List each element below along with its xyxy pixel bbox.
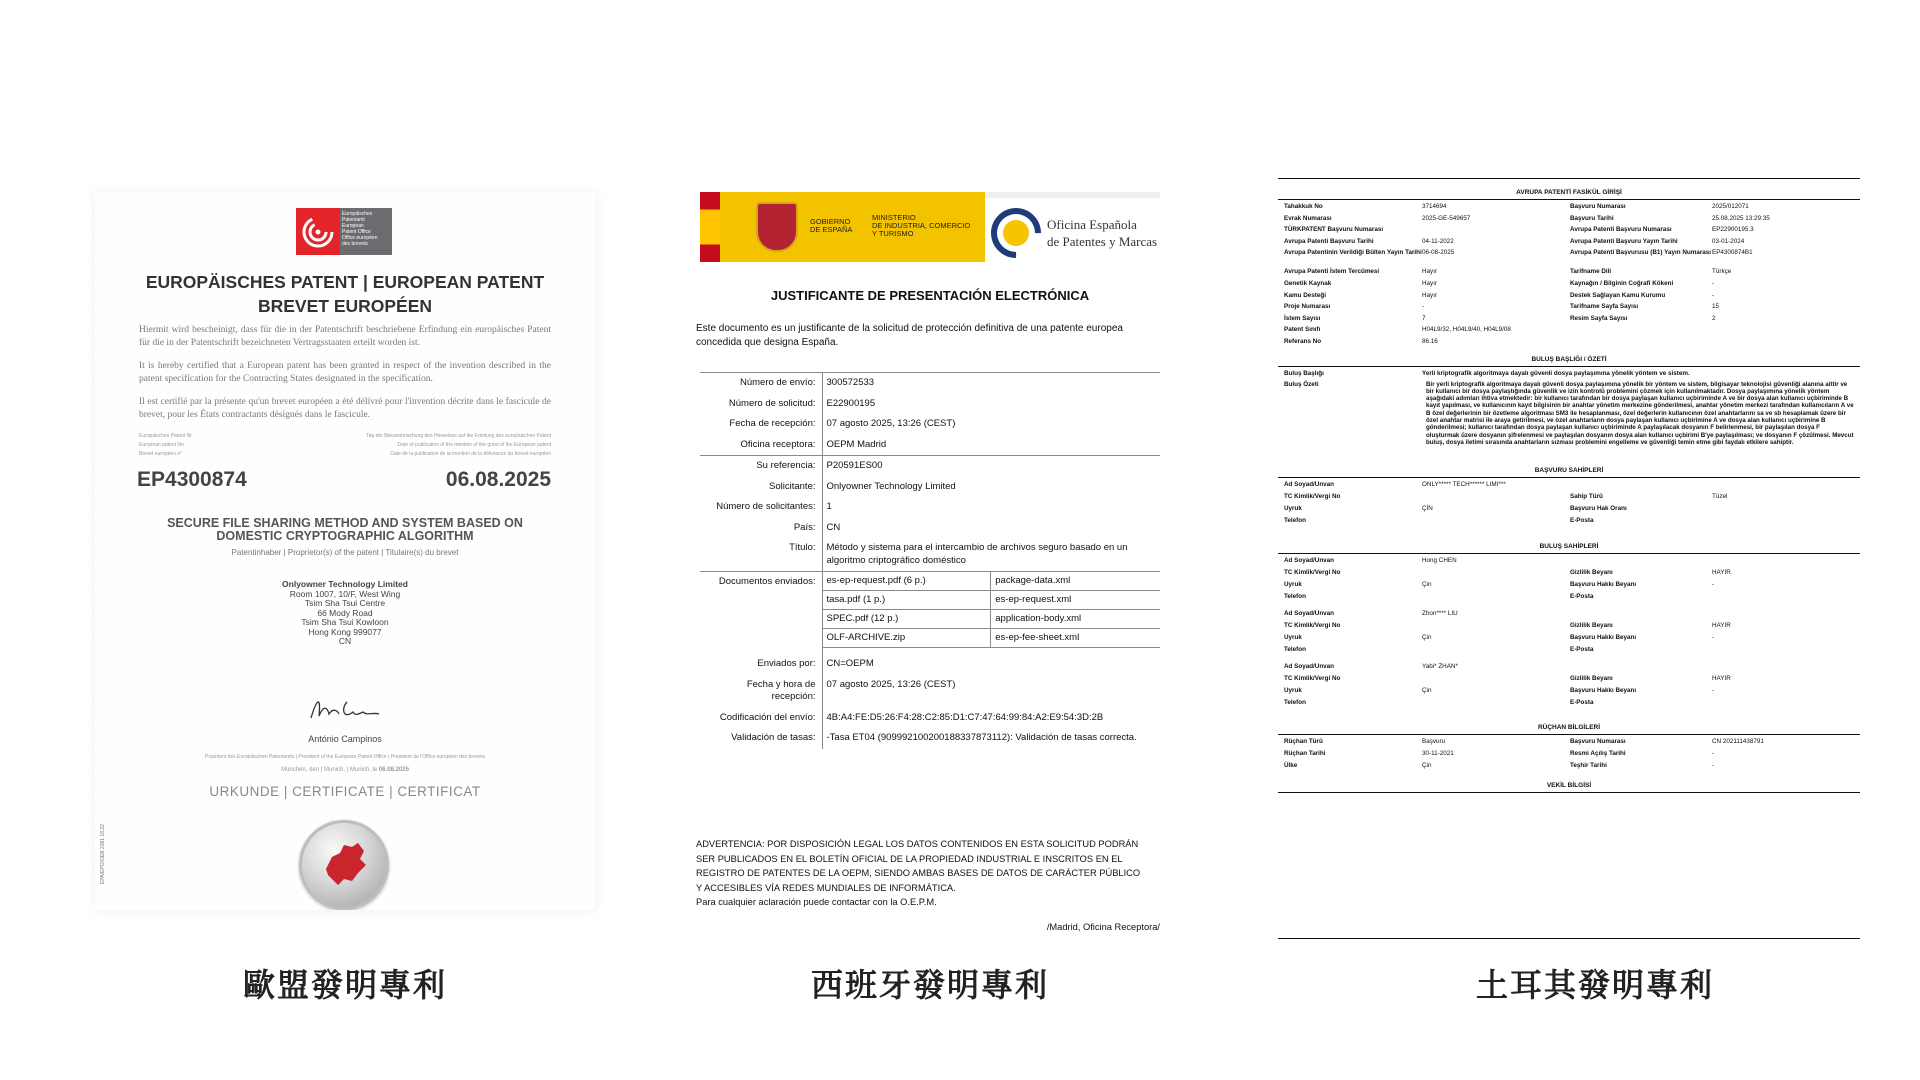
president-label: Präsident des Europäischen Patentamts | President of the European Patent Office | Président de l'Office européen des brevets xyxy=(205,754,485,760)
caption-es: 西班牙發明專利 xyxy=(810,966,1049,1004)
place-date xyxy=(95,767,595,773)
field-value: Onlyowner Technology Limited xyxy=(826,480,956,492)
epo-logo-line: European xyxy=(342,223,364,229)
form-row xyxy=(1278,592,1860,602)
form-row xyxy=(1278,662,1860,672)
field-label: Avrupa Patenti Başvuru Tarihi xyxy=(1284,237,1374,245)
epo-logo xyxy=(296,208,392,255)
ministry-line: MINISTERIO xyxy=(872,213,916,222)
es-data-table xyxy=(700,372,1160,749)
oepm-name xyxy=(1047,216,1157,250)
field-value: - xyxy=(1712,633,1715,641)
field-label: Kamu Desteği xyxy=(1284,291,1326,299)
field-label: Teşhir Tarihi xyxy=(1570,761,1607,769)
field-label: Enviados por: xyxy=(700,648,822,675)
field-value xyxy=(1712,516,1860,526)
document-item: tasa.pdf (1 p.) xyxy=(823,591,992,610)
es-intro: Este documento es un justificante de la solicitud de protección definitiva de una patente europea concedida que designa España. xyxy=(696,323,1123,348)
patent-title-line: SECURE FILE SHARING METHOD AND SYSTEM BASED ON xyxy=(167,516,523,530)
field-label: Número de solicitantes: xyxy=(700,497,822,518)
field-value: - xyxy=(1422,303,1425,311)
field-value: CN=OEPM xyxy=(826,658,874,669)
gov-line: DE ESPAÑA xyxy=(810,225,853,234)
field-value: ÇİN xyxy=(1422,504,1433,512)
field-value xyxy=(1712,504,1860,514)
field-value: Yerli kriptografik algoritmaya dayalı güvenli dosya paylaşımına yönelik yöntem ve sistem. xyxy=(1422,369,1690,377)
patent-number: EP4300874 xyxy=(137,468,247,491)
document-item: SPEC.pdf (12 p.) xyxy=(823,610,992,629)
field-value: - xyxy=(1712,280,1715,287)
field-label: TÜRKPATENT Başvuru Numarası xyxy=(1284,226,1384,234)
field-label: Gizlilik Beyanı xyxy=(1570,621,1613,629)
table-row xyxy=(700,435,1160,456)
ministry-line: Y TURISMO xyxy=(872,229,914,238)
form-row xyxy=(1278,516,1860,526)
field-label: Número de solicitud: xyxy=(700,394,822,415)
field-label: Tahakkuk No xyxy=(1284,203,1323,210)
epo-logo-text xyxy=(340,208,392,255)
field-label: Avrupa Patenti İstem Tercümesi xyxy=(1284,268,1380,276)
field-label: Ad Soyad/Unvan xyxy=(1284,662,1335,670)
field-label: Başvuru Hak Oranı xyxy=(1570,504,1627,512)
field-label: Ülke xyxy=(1284,761,1298,769)
form-row xyxy=(1278,568,1860,578)
field-value: 2 xyxy=(1712,314,1716,322)
field-value: CN 202111438791 xyxy=(1712,737,1764,745)
eu-title-line: BREVET EUROPÉEN xyxy=(257,296,433,316)
field-label: E-Posta xyxy=(1570,516,1594,524)
field-value xyxy=(1422,568,1570,578)
label-line: Date of publication of the mention of the grant of the European patent xyxy=(397,442,551,448)
table-row xyxy=(700,648,1160,675)
place-label: München, den | Munich, | Munich, le xyxy=(281,767,378,773)
form-row xyxy=(1278,749,1860,759)
form-row xyxy=(1278,633,1860,643)
form-row xyxy=(1278,492,1860,502)
field-label: País: xyxy=(700,518,822,539)
eu-patent-certificate xyxy=(95,192,595,910)
form-row xyxy=(1278,698,1860,708)
es-heading: JUSTIFICANTE DE PRESENTACIÓN ELECTRÓNICA xyxy=(770,288,1090,303)
form-row xyxy=(1278,686,1860,696)
gobierno-logo xyxy=(720,192,985,262)
field-value: Hayır xyxy=(1422,268,1438,276)
field-value xyxy=(1712,645,1860,655)
field-value: 2025/012071 xyxy=(1712,203,1749,210)
es-footer: /Madrid, Oficina Receptora/ xyxy=(1046,922,1160,932)
field-label: Genetik Kaynak xyxy=(1284,280,1332,287)
document-item: package-data.xml xyxy=(991,572,1160,591)
field-value: 15 xyxy=(1712,303,1720,311)
field-value: OEPM Madrid xyxy=(826,438,887,450)
contact-text: Para cualquier aclaración puede contactar con la O.E.P.M. xyxy=(696,897,937,907)
field-label: Avrupa Patenti Başvurusu (B1) Yayın Numarası xyxy=(1570,249,1712,257)
field-value: 30-11-2021 xyxy=(1422,749,1454,757)
form-row xyxy=(1278,214,1860,224)
address-line: 66 Mody Road xyxy=(317,607,373,618)
field-value xyxy=(1422,621,1570,631)
field-label: Tarifname Sayfa Sayısı xyxy=(1570,303,1639,311)
form-row xyxy=(1278,609,1860,619)
field-label: Avrupa Patenti Başvuru Numarası xyxy=(1570,226,1672,234)
field-label xyxy=(1570,662,1712,672)
form-row xyxy=(1278,248,1860,258)
form-row xyxy=(1278,337,1860,347)
field-value: H04L9/32, H04L9/40, H04L9/08 xyxy=(1422,326,1511,334)
field-value: HAYIR xyxy=(1712,674,1731,682)
es-warning xyxy=(696,837,1146,910)
signature xyxy=(307,692,387,728)
field-label: Telefon xyxy=(1284,645,1306,653)
field-label: Fecha de recepción: xyxy=(700,414,822,435)
field-value: 4B:A4:FE:D5:26:F4:28:C2:85:D1:C7:47:64:99:84:A2:E9:54:3D:2B xyxy=(826,711,1104,723)
field-value: ONLY***** TECH****** LIMI*** xyxy=(1422,480,1506,488)
field-value xyxy=(1712,592,1860,602)
form-row xyxy=(1278,202,1860,212)
field-label: Codificación del envío: xyxy=(700,708,822,729)
form-row xyxy=(1278,237,1860,247)
field-value: Türkçe xyxy=(1712,268,1732,276)
field-label: Ad Soyad/Unvan xyxy=(1284,480,1335,488)
field-label: Başvuru Hakkı Beyanı xyxy=(1570,686,1637,694)
field-value xyxy=(1712,556,1860,566)
field-value: HAYIR xyxy=(1712,621,1731,629)
field-value xyxy=(1712,609,1860,619)
label-line: Tag der Bekanntmachung des Hinweises auf die Erteilung des europäischen Patent xyxy=(366,433,551,439)
form-row xyxy=(1278,369,1860,379)
eu-title-line: EUROPÄISCHES PATENT | EUROPEAN PATENT xyxy=(145,272,545,292)
field-label: TC Kimlik/Vergi No xyxy=(1284,674,1341,682)
field-label: E-Posta xyxy=(1570,592,1594,600)
field-value: 06-08-2025 xyxy=(1422,249,1455,257)
field-value: E22900195 xyxy=(826,397,876,409)
field-value: -Tasa ET04 (909992100200188337873112): Validación de tasas correcta. xyxy=(826,732,1137,743)
field-label: Título: xyxy=(700,538,822,572)
eu-text-fr: Il est certifié par la présente qu'un brevet européen a été délivré pour l'invention décrite dans le fascicule de brevet, pour les États contractants désignés dans le fascicule. xyxy=(139,397,551,420)
gov-line: GOBIERNO xyxy=(810,217,851,226)
europe-map-icon xyxy=(302,823,386,907)
section-header: VEKİL BİLGİSİ xyxy=(1278,781,1860,793)
field-label: Başvuru Numarası xyxy=(1570,203,1626,210)
section-header: AVRUPA PATENTİ FASİKÜL GİRİŞİ xyxy=(1278,188,1860,200)
field-value: - xyxy=(1712,686,1715,694)
field-value xyxy=(1422,592,1570,602)
field-label: E-Posta xyxy=(1570,645,1594,653)
field-value: Tüzel xyxy=(1712,492,1728,500)
field-label: Solicitante: xyxy=(700,477,822,498)
section-header: BULUŞ SAHİPLERİ xyxy=(1278,542,1860,554)
eu-title xyxy=(95,270,595,318)
proprietor-label: Patentinhaber | Proprietor(s) of the patent | Titulaire(s) du brevet xyxy=(231,548,459,557)
field-label: TC Kimlik/Vergi No xyxy=(1284,621,1341,629)
field-label: Başvuru Numarası xyxy=(1570,737,1626,745)
epo-logo-line: Patent Office xyxy=(342,229,371,235)
field-label: Documentos enviados: xyxy=(700,572,822,649)
ministry-label xyxy=(872,214,970,238)
field-label: Başvuru Hakkı Beyanı xyxy=(1570,633,1637,641)
field-value: 7 xyxy=(1422,314,1426,322)
field-value: Çin xyxy=(1422,580,1432,588)
field-value: EP22900195.3 xyxy=(1712,226,1754,234)
table-row xyxy=(700,675,1160,708)
field-value: 04-11-2022 xyxy=(1422,237,1454,245)
caption-tr: 土耳其發明專利 xyxy=(1475,966,1714,1004)
form-row xyxy=(1278,302,1860,312)
field-label: TC Kimlik/Vergi No xyxy=(1284,568,1341,576)
section-header: BAŞVURU SAHİPLERİ xyxy=(1278,466,1860,478)
eu-flag-icon xyxy=(700,192,720,262)
form-row xyxy=(1278,314,1860,324)
field-value xyxy=(1712,337,1860,347)
place-date-value: 06.08.2025 xyxy=(378,767,409,773)
field-label: Başvuru Tarihi xyxy=(1570,214,1614,222)
epo-logo-line: Office européen xyxy=(342,235,378,241)
oepm-logo xyxy=(985,192,1160,262)
field-label xyxy=(1570,556,1712,566)
form-row xyxy=(1278,761,1860,771)
field-value: 300572533 xyxy=(822,373,1160,394)
gov-label xyxy=(810,218,852,234)
label-line: European patent No xyxy=(139,442,184,448)
proprietor-address xyxy=(95,580,595,647)
field-value: EP4300874B1 xyxy=(1712,249,1753,257)
field-value: Hong CHEN xyxy=(1422,556,1457,564)
field-value: Hayır xyxy=(1422,291,1438,299)
form-row xyxy=(1278,737,1860,747)
epo-logo-line: des brevets xyxy=(342,241,368,247)
eu-text-en: It is hereby certified that a European patent has been granted in respect of the invention described in the patent specification for the Contracting States designated in the specification. xyxy=(139,361,551,384)
field-label: Avrupa Patentinin Verildiği Bülten Yayın Tarihi xyxy=(1284,249,1422,257)
field-value: 07 agosto 2025, 13:26 (CEST) xyxy=(826,418,956,429)
form-row xyxy=(1278,225,1860,235)
field-label: Referans No xyxy=(1284,338,1322,345)
field-value xyxy=(1712,698,1860,708)
field-value: Çin xyxy=(1422,686,1432,694)
table-row xyxy=(700,414,1160,435)
field-label: Ad Soyad/Unvan xyxy=(1284,556,1335,564)
field-label: Resmi Açılış Tarihi xyxy=(1570,749,1626,757)
epo-rings-icon xyxy=(296,208,340,255)
field-value: 03-01-2024 xyxy=(1712,237,1745,245)
field-label: Uyruk xyxy=(1284,504,1302,512)
field-label: Sahip Türü xyxy=(1570,492,1603,500)
field-label: Número de envío: xyxy=(700,373,822,394)
field-label: Rüçhan Tarihi xyxy=(1284,749,1326,757)
field-value xyxy=(1712,662,1860,672)
form-row xyxy=(1278,267,1860,277)
oepm-line: de Patentes y Marcas xyxy=(1047,234,1158,249)
table-row xyxy=(700,728,1160,749)
field-value: Başvuru xyxy=(1422,737,1446,745)
field-value xyxy=(1422,645,1570,655)
field-value: 1 xyxy=(826,501,832,512)
form-row xyxy=(1278,291,1860,301)
table-row xyxy=(700,373,1160,394)
caption-eu: 歐盟發明專利 xyxy=(242,966,447,1004)
document-item: es-ep-request.pdf (6 p.) xyxy=(823,572,992,591)
field-value xyxy=(1712,325,1860,335)
section-header: RÜÇHAN BİLGİLERİ xyxy=(1278,723,1860,735)
field-value: Hayır xyxy=(1422,280,1438,287)
field-label: Evrak Numarası xyxy=(1284,214,1332,222)
eu-seal xyxy=(299,820,389,910)
field-label: Buluş Başlığı xyxy=(1284,369,1324,377)
epo-logo-line: Patentamt xyxy=(342,217,365,223)
field-label xyxy=(1570,337,1712,347)
divider xyxy=(1278,178,1860,179)
field-label: Ad Soyad/Unvan xyxy=(1284,609,1335,617)
epo-logo-line: Europäisches xyxy=(342,211,373,217)
documents-list xyxy=(822,572,1160,649)
address-line: CN xyxy=(338,636,352,646)
field-value xyxy=(1422,674,1570,684)
field-value xyxy=(1712,480,1860,490)
abstract-text: Bir yerli kriptografik algoritmaya dayalı güvenli dosya paylaşımına yönelik bir yöntem ve sistem, bilgisayar teknolojisi güvenliği alanına aittir ve bir kullanıcı bir dosya paylaştığında güvenlik ve izin kontrolü problemini çözmek için kullanılmaktadır. Dosya paylaşımına yönelik yöntem aşağıdaki adımları ihtiva etmektedir: bir kullanıcı tarafından bir dosya paylaşan kullanıcı uçbiriminde A ve bir dosya alan kullanıcı uçbiriminde B kayıt yapılması, ve kullanıcının kayıt bilgisinin bir anahtar yönetim merkezine gönderilmesi, anahtar yönetim merkezi tarafından kullanıcıların A ve B özel değerlerinin bir özetleme algoritması SM3 ile hesaplanması, özel değerlerin kullanıcının özel anahtarlarını sa ve sb hesaplamak üzere bir özel anahtar matrisi ile araya getirilmesi, ve özel anahtarların dosya paylaşan kullanıcı uçbirimine A ve dosya alan kullanıcı uçbirimine B gönderilmesi; kullanıcı tarafından dosya paylaşan kullanıcı uçbiriminde A paylaşılacak dosyanın F belirlenmesi, bir paylaşılan dosya F oluşturmak üzere dosyanın şifrelenmesi ve paylaşılan dosyanın dosya alan kullanıcı uçbirimi B'ye paylaşılması; ve dosyanın F çözülmesi. Mevcut buluş, dosya iletimi sırasında anahtarların sızması problemini engelleme ve güvenliği temin etme gibi faydalı etkilere sahiptir. xyxy=(1426,380,1854,446)
field-value: Zhon**** LIU xyxy=(1422,609,1458,617)
form-row xyxy=(1278,621,1860,631)
address-line: Hong Kong 999077 xyxy=(308,626,382,637)
field-label: Uyruk xyxy=(1284,580,1302,588)
field-value: Método y sistema para el intercambio de archivos seguro basado en un algoritmo criptográfico doméstico xyxy=(826,542,1128,566)
field-value: - xyxy=(1712,749,1715,757)
table-row xyxy=(700,497,1160,518)
field-label: Rüçhan Türü xyxy=(1284,737,1323,745)
patent-no-label xyxy=(139,432,193,459)
field-label: Uyruk xyxy=(1284,686,1302,694)
field-value: Yabi* ZHAN* xyxy=(1422,662,1458,670)
field-value: Çin xyxy=(1422,633,1432,641)
form-row xyxy=(1278,674,1860,684)
field-label: Proje Numarası xyxy=(1284,303,1331,311)
field-label xyxy=(1570,609,1712,619)
divider xyxy=(1278,938,1860,939)
label-line: Brevet européen n° xyxy=(139,451,183,457)
ministry-line: DE INDUSTRIA, COMERCIO xyxy=(872,221,971,230)
field-label: Tarifname Dili xyxy=(1570,268,1612,276)
field-value: - xyxy=(1712,761,1715,769)
form-row xyxy=(1278,580,1860,590)
table-row xyxy=(700,538,1160,572)
table-row xyxy=(700,518,1160,539)
certificate-label: URKUNDE | CERTIFICATE | CERTIFICAT xyxy=(209,784,481,799)
field-label: Buluş Özeti xyxy=(1284,380,1319,388)
spain-receipt xyxy=(696,192,1160,934)
patent-title xyxy=(135,517,555,543)
form-row xyxy=(1278,504,1860,514)
field-value: HAYIR xyxy=(1712,568,1731,576)
field-label: Validación de tasas: xyxy=(700,728,822,749)
epo-logo-mark xyxy=(296,208,340,255)
oepm-line: Oficina Española xyxy=(1047,217,1137,232)
form-row xyxy=(1278,556,1860,566)
form-code: EPA/EPO/OEB 2081 18.22 xyxy=(100,824,106,884)
field-label: Uyruk xyxy=(1284,633,1302,641)
field-value: Çin xyxy=(1422,761,1432,769)
label-line: Date de la publication de la mention de la délivrance du brevet européen xyxy=(390,451,551,457)
field-value: P20591ES00 xyxy=(822,456,1160,477)
address-line: Onlyowner Technology Limited xyxy=(282,579,408,589)
table-row xyxy=(700,708,1160,729)
field-label: Su referencia: xyxy=(700,456,822,477)
publication-date-label xyxy=(366,432,551,459)
field-value: 2025-GE-549657 xyxy=(1422,214,1471,222)
field-value: 3714694 xyxy=(1422,203,1447,210)
field-label: İstem Sayısı xyxy=(1284,314,1321,322)
address-line: Tsim Sha Tsui Centre xyxy=(304,598,386,608)
field-label: Fecha y hora de recepción: xyxy=(700,675,822,708)
field-value: - xyxy=(1712,291,1715,299)
patent-title-line: DOMESTIC CRYPTOGRAPHIC ALGORITHM xyxy=(216,529,474,543)
signer-name: António Campinos xyxy=(308,734,382,744)
section-header: BULUŞ BAŞLIĞI / ÖZETİ xyxy=(1278,355,1860,367)
field-value xyxy=(1422,492,1570,502)
turkey-patent-form xyxy=(1278,178,1860,940)
field-label: Telefon xyxy=(1284,516,1306,524)
field-label: Avrupa Patenti Başvuru Yayın Tarihi xyxy=(1570,237,1678,245)
es-header-banner xyxy=(700,192,1160,262)
document-item: application-body.xml xyxy=(991,610,1160,629)
form-row xyxy=(1278,480,1860,490)
form-row xyxy=(1278,279,1860,289)
address-line: Tsim Sha Tsui Kowloon xyxy=(301,617,389,627)
documents-row xyxy=(700,572,1160,649)
spain-coat-of-arms-icon xyxy=(756,202,798,252)
field-label: Telefon xyxy=(1284,698,1306,706)
table-row xyxy=(700,456,1160,477)
form-row xyxy=(1278,325,1860,335)
field-label: Patent Sınıfı xyxy=(1284,326,1321,334)
field-value: 86.16 xyxy=(1422,338,1438,345)
table-row xyxy=(700,477,1160,498)
field-value: CN xyxy=(826,521,841,533)
field-label: Gizlilik Beyanı xyxy=(1570,674,1613,682)
field-label xyxy=(1570,480,1712,490)
document-item: es-ep-fee-sheet.xml xyxy=(991,629,1160,648)
grant-date: 06.08.2025 xyxy=(445,468,551,491)
field-value: - xyxy=(1712,580,1715,588)
field-label: Resim Sayfa Sayısı xyxy=(1570,314,1628,322)
field-value xyxy=(1422,225,1570,235)
field-label: Kaynağın / Bilginin Coğrafi Kökeni xyxy=(1570,280,1674,287)
field-label xyxy=(1570,325,1712,335)
document-item: es-ep-request.xml xyxy=(991,591,1160,610)
field-value: 07 agosto 2025, 13:26 (CEST) xyxy=(826,678,956,690)
field-value: 25.08.2025 13:29:35 xyxy=(1712,214,1770,222)
table-row xyxy=(700,394,1160,415)
eu-text-de: Hiermit wird bescheinigt, dass für die in der Patentschrift beschriebene Erfindung ein europäisches Patent für die in der Patentschrift bezeichneten Vertragsstaaten erteilt worden ist. xyxy=(139,325,551,348)
oepm-sun-icon xyxy=(1003,220,1029,246)
field-label: Oficina receptora: xyxy=(700,435,822,456)
field-label: Gizlilik Beyanı xyxy=(1570,568,1613,576)
field-label: Telefon xyxy=(1284,592,1306,600)
field-label: TC Kimlik/Vergi No xyxy=(1284,492,1341,500)
address-line: Room 1007, 10/F, West Wing xyxy=(289,588,401,599)
field-label: Destek Sağlayan Kamu Kurumu xyxy=(1570,291,1666,299)
field-label: Başvuru Hakkı Beyanı xyxy=(1570,580,1637,588)
label-line: Europäisches Patent Nr. xyxy=(139,433,193,439)
document-item: OLF-ARCHIVE.zip xyxy=(823,629,992,648)
field-label: E-Posta xyxy=(1570,698,1594,706)
form-row xyxy=(1278,645,1860,655)
field-value xyxy=(1422,698,1570,708)
field-value xyxy=(1422,516,1570,526)
warning-text: ADVERTENCIA: POR DISPOSICIÓN LEGAL LOS DATOS CONTENIDOS EN ESTA SOLICITUD PODRÁN SER PUBLICADOS EN EL BOLETÍN OFICIAL DE LA PROPIEDAD INDUSTRIAL E INSCRITOS EN EL REGISTRO DE PATENTES DE LA OEPM, SIENDO AMBAS BASES DE DATOS DE CARÁCTER PÚBLICO Y ACCESIBLES VÍA REDES MUNDIALES DE INFORMÁTICA. xyxy=(696,839,1141,893)
